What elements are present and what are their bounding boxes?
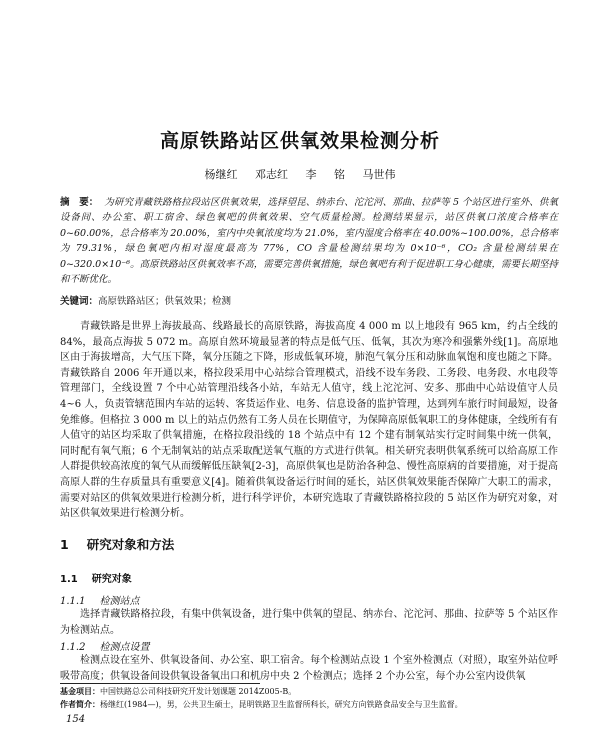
- body-paragraph: 检测点设在室外、供氧设备间、办公室、职工宿舍。每个检测站点设 1 个室外检测点（对照），取室外站位呼吸带高度；供氧设备间设供氧设备氧出口和机房中央 2 个检测点；选择 2 个办公室，每个办公室内设供氧: [60, 655, 558, 682]
- subsubsection-number: 1.1.2: [60, 642, 86, 653]
- subsubsection-number: 1.1.1: [60, 596, 86, 607]
- funding-text: 中国铁路总公司科技研究开发计划课题 2014Z005-B。: [100, 687, 297, 696]
- author-footnote: [60, 699, 560, 711]
- subsubsection-title: 检测站点: [99, 596, 140, 607]
- subsubsection-heading: [60, 592, 139, 607]
- author-name: 杨继红: [204, 168, 238, 181]
- subsection-title: 研究对象: [91, 574, 132, 585]
- body-paragraph: 选择青藏铁路格拉段，有集中供氧设备，进行集中供氧的望昆、纳赤台、沱沱河、那曲、拉萨等 5 个站区作为检测站点。: [60, 609, 558, 636]
- subsubsection-heading: [60, 638, 149, 653]
- section-title: 研究对象和方法: [86, 537, 175, 552]
- section-number: 1: [60, 537, 69, 552]
- keywords: [60, 293, 558, 307]
- funding-label: 基金项目：: [60, 687, 100, 696]
- abstract: [60, 195, 558, 287]
- paper-title: 高原铁路站区供氧效果检测分析: [159, 130, 440, 152]
- footnote-divider: [60, 683, 260, 684]
- page-number: 154: [66, 714, 86, 725]
- subsection-heading: [60, 570, 132, 585]
- abstract-text: 为研究青藏铁路格拉段站区供氧效果，选择望昆、纳赤台、沱沱河、那曲、拉萨等 5 个站区进行室外、供氧设备间、办公室、职工宿舍、绿色氧吧的供氧效果、空气质量检测。检测结果显示，站区供氧口浓度合格率在 0~60.00%，总合格率为 20.00%，室内中央氧浓度均为 21.0%，室内湿度合格率在 40.00%~100.00%，总合格率为 79.31%，绿色氧吧内相对湿度最高为 77%，CO 含量检测结果均为 0×10⁻⁶，CO₂ 含量检测结果在 0~320.0×10⁻⁶。高原铁路站区供氧效率不高，需要完善供氧措施，绿色氧吧有利于促进职工身心健康，需要长期坚持和不断优化。: [60, 197, 558, 286]
- author-bio-label: 作者简介：: [60, 700, 100, 709]
- intro-paragraph: 青藏铁路是世界上海拔最高、线路最长的高原铁路，海拔高度 4 000 m 以上地段有 965 km，约占全线的 84%，最高点海拔 5 072 m。高原自然环境最显著的特点是低气压、低氧，其次为寒冷和强紫外线[1]。高原地区由于海拔增高，大气压下降，氧分压随之下降，形成低氧环境，肺泡气氧分压和动脉血氧饱和度也随之下降。青藏铁路自 2006 年开通以来，格拉段采用中心站综合管理模式，沿线不设车务段、工务段、电务段、水电段等管理部门，全线设置 7 个中心站管理沿线各小站，车站无人值守，线上沱沱河、安多、那曲中心站设值守人员 4~6 人，负责管辖范围内车站的运转、客货运作业、电务、信息设备的监护管理，达到列车旅行时间最短，设备免维修。但格拉 3 000 m 以上的站点仍然有工务人员在长期值守，为保障高原低氧职工的身体健康，全线所有有人值守的站区均采取了供氧措施，在格拉段沿线的 18 个站点中有 12 个建有制氧站实行定时间集中统一供氧，同时配有氧气瓶；6 个无制氧站的站点采取配送氧气瓶的方式进行供氧。相关研究表明供氧系统可以给高原工作人群提供较高浓度的氧气从而缓解低压缺氧[2-3]，高原供氧也是防治各种急、慢性高原病的首要措施，对于提高高原人群的生存质量具有重要意义[4]。随着供氧设备运行时间的延长，站区供氧效果能否保障广大职工的需求，需要对站区的供氧效果进行检测分析，进行科学评价，本研究选取了青藏铁路格拉段的 5 站区作为研究对象，对站区供氧效果进行检测分析。: [60, 321, 558, 520]
- author-name: 李 铭: [305, 168, 345, 181]
- section-heading: [60, 535, 174, 553]
- subsection-number: 1.1: [60, 574, 78, 585]
- abstract-label: 摘 要：: [60, 197, 99, 208]
- author-list: [0, 166, 600, 182]
- author-name: 邓志红: [255, 168, 288, 181]
- subsubsection-title: 检测点设置: [99, 642, 150, 653]
- author-bio-text: 杨继红(1984—)，男，公共卫生硕士，昆明铁路卫生监督所科长，研究方向铁路食品安全与卫生监督。: [100, 700, 463, 709]
- funding-footnote: [60, 686, 560, 698]
- keywords-text: 高原铁路站区；供氧效果；检测: [98, 296, 232, 307]
- keywords-label: 关键词：: [60, 296, 99, 307]
- author-name: 马世伟: [362, 168, 396, 181]
